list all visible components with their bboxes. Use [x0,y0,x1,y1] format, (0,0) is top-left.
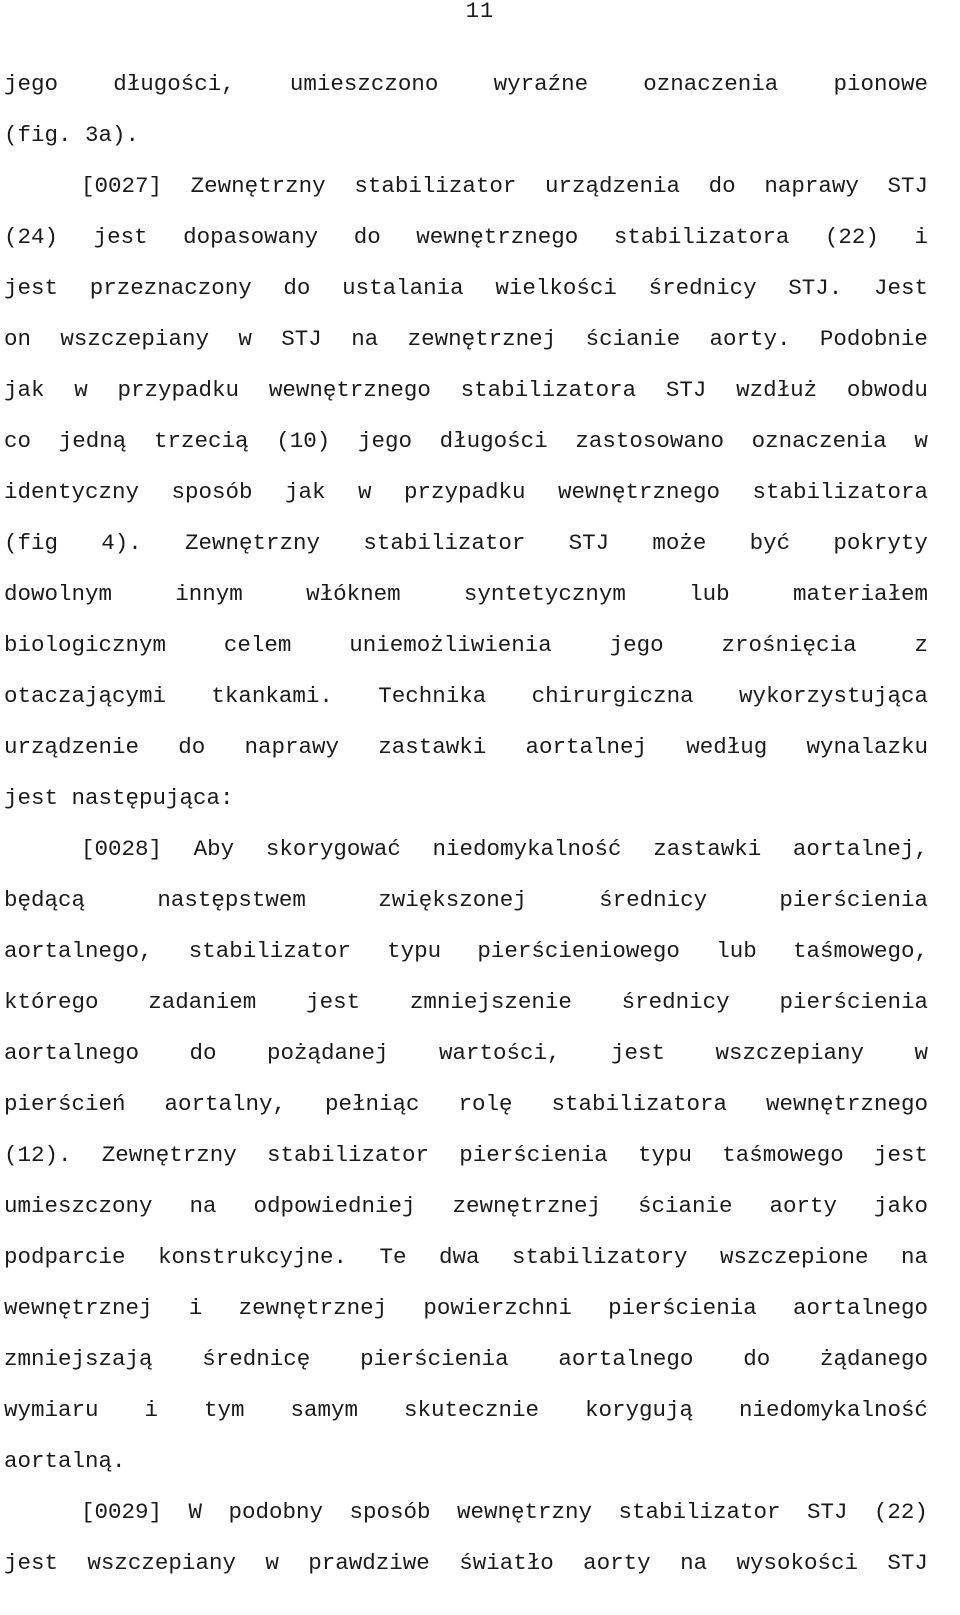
word: taśmowego [722,1142,844,1168]
word: wewnętrznego [765,1091,928,1117]
line-text: (fig. 3a). [4,122,140,148]
word: aortalnego [792,1295,928,1321]
word: Podobnie [819,326,928,352]
word: ścianie [637,1193,733,1219]
word: wewnętrznego [557,479,720,505]
word: wykorzystująca [738,683,928,709]
word: chirurgiczna [531,683,694,709]
word: tkankami. [211,683,333,709]
word: w [914,428,928,454]
word: może [652,530,707,556]
text-line [4,467,928,518]
word: pierścień [4,1091,126,1117]
word: [0029] [81,1499,163,1525]
word: co [4,428,32,454]
word: sposób [349,1499,431,1525]
word: ścianie [585,326,681,352]
word: żądanego [819,1346,928,1372]
word: następstwem [157,887,306,913]
word: lub [689,581,730,607]
word: wysokości [736,1550,859,1576]
word: biologicznym [4,632,167,658]
word: do [178,734,206,760]
word: w [238,326,252,352]
word: pierścienia [360,1346,509,1372]
word: STJ [281,326,322,352]
word: taśmowego, [792,938,928,964]
word: przeznaczony [89,275,252,301]
word: korygują [584,1397,693,1423]
word: i [188,1295,203,1321]
word: (22) [824,224,879,250]
word: stabilizator [266,1142,430,1168]
word: Zewnętrzny [101,1142,237,1168]
word: Jest [873,275,928,301]
word: stabilizatora [551,1091,727,1117]
word: na [351,326,379,352]
word: skutecznie [403,1397,539,1423]
word: oznaczenia [643,71,779,97]
text-line [4,1283,928,1334]
word: jak [4,377,45,403]
word: zewnętrznej [452,1193,602,1219]
word: wzdłuż [736,377,818,403]
word: aortalnego [558,1346,694,1372]
word: średnicy [621,989,730,1015]
word: stabilizatora [752,479,928,505]
word: STJ [887,173,928,199]
word: jego [609,632,664,658]
word: do [353,224,381,250]
word: prawdziwe [308,1550,430,1576]
word: pierścienia [779,887,928,913]
text-line [4,1487,928,1538]
text-line [4,875,928,926]
text-line [4,416,928,467]
text-line [4,1538,928,1589]
word: jako [873,1193,928,1219]
word: wszczepiany [60,326,209,352]
word: (24) [4,224,59,250]
text-line [4,110,928,161]
word: (fig [4,530,59,556]
word: aortalny, [164,1091,287,1117]
word: samym [290,1397,358,1423]
text-line [4,773,928,824]
text-line [4,1436,928,1487]
word: zewnętrznej [407,326,557,352]
word: STJ [568,530,610,556]
word: syntetycznym [463,581,626,607]
word: naprawy [764,173,859,199]
word: stabilizator [354,173,517,199]
word: sposób [171,479,253,505]
word: aortalnego [4,1040,140,1066]
word: przypadku [403,479,526,505]
word: ustalania [342,275,464,301]
text-line [4,1385,928,1436]
word: typu [387,938,442,964]
word: jest [93,224,148,250]
word: identyczny [4,479,140,505]
word: Te [379,1244,407,1270]
word: niedomykalność [432,836,622,862]
word: jedną [58,428,127,454]
word: pionowe [833,71,928,97]
word: w [265,1550,279,1576]
text-line [4,365,928,416]
text-line [4,824,928,875]
word: wynalazku [806,734,928,760]
word: wszczepiany [715,1040,864,1066]
text-line [4,1028,928,1079]
word: zwiększonej [378,887,527,913]
word: do [708,173,736,199]
word: obwodu [846,377,928,403]
text-line [4,671,928,722]
word: na [900,1244,928,1270]
word: STJ. [788,275,843,301]
page-number: 11 [465,0,495,24]
word: dopasowany [183,224,319,250]
word: oznaczenia [751,428,887,454]
word: zastawki [378,734,487,760]
word: pierścienia [608,1295,757,1321]
text-line [4,1079,928,1130]
document-body [4,59,928,1589]
text-line [4,569,928,620]
word: umieszczony [4,1193,153,1219]
word: wartości, [438,1040,561,1066]
word: średnicy [599,887,708,913]
word: typu [637,1142,692,1168]
word: jego [357,428,412,454]
word: stabilizatora [460,377,637,403]
text-line [4,212,928,263]
word: którego [4,989,99,1015]
text-line [4,977,928,1028]
word: w [357,479,372,505]
word: aortalnej [525,734,647,760]
word: wewnętrznej [4,1295,153,1321]
word: wewnętrznego [268,377,431,403]
word: pokryty [833,530,928,556]
word: światło [459,1550,554,1576]
word: wyraźne [493,71,589,97]
word: stabilizator [188,938,351,964]
text-line [4,518,928,569]
text-line [4,722,928,773]
word: zadaniem [148,989,257,1015]
word: wewnętrzny [456,1499,592,1525]
word: jest [4,1550,59,1576]
word: materiałem [792,581,928,607]
word: (10) [276,428,331,454]
word: pierścienia [459,1142,608,1168]
word: długości [439,428,548,454]
word: skorygować [265,836,401,862]
text-line [4,263,928,314]
word: aorty [583,1550,651,1576]
word: tym [203,1397,245,1423]
word: stabilizator [363,530,526,556]
word: do [283,275,311,301]
word: Zewnętrzny [185,530,321,556]
word: jest [610,1040,665,1066]
word: trzecią [153,428,249,454]
text-line [4,1181,928,1232]
word: [0028] [81,836,163,862]
text-line [4,1130,928,1181]
word: do [189,1040,217,1066]
word: STJ [665,377,707,403]
word: będącą [4,887,86,913]
word: według [686,734,768,760]
word: podobny [228,1499,323,1525]
word: wielkości [495,275,617,301]
word: aorty [769,1193,837,1219]
word: pierścieniowego [477,938,680,964]
word: dwa [438,1244,480,1270]
word: odpowiedniej [253,1193,416,1219]
line-text: jest następująca: [4,785,234,811]
word: średnicy [648,275,757,301]
text-line [4,59,928,110]
word: umieszczono [289,71,439,97]
word: niedomykalność [738,1397,928,1423]
word: zastawki [653,836,762,862]
word: pierścienia [779,989,928,1015]
word: 4). [101,530,142,556]
word: zastosowano [575,428,724,454]
word: jak [284,479,326,505]
word: celem [223,632,292,658]
word: jego [4,71,59,97]
word: otaczającymi [4,683,167,709]
word: zmniejszenie [409,989,572,1015]
word: (22) [873,1499,928,1525]
word: [0027] [81,173,163,199]
word: lub [716,938,757,964]
word: dowolnym [4,581,113,607]
word: średnicę [202,1346,311,1372]
word: wszczepione [719,1244,869,1270]
word: STJ [806,1499,848,1525]
word: na [680,1550,708,1576]
text-line [4,314,928,365]
word: długości, [113,71,235,97]
word: stabilizator [618,1499,781,1525]
word: urządzenia [545,173,681,199]
word: jest [873,1142,928,1168]
word: wewnętrznego [416,224,579,250]
word: zmniejszają [4,1346,153,1372]
text-line [4,1334,928,1385]
line-text: aortalną. [4,1448,126,1474]
word: wszczepiany [87,1550,236,1576]
word: z [914,632,928,658]
word: powierzchni [423,1295,572,1321]
word: uniemożliwienia [349,632,552,658]
word: pożądanej [266,1040,389,1066]
word: w [74,377,88,403]
word: aorty. [709,326,791,352]
word: przypadku [117,377,240,403]
word: zrośnięcia [721,632,857,658]
text-line [4,161,928,212]
word: Zewnętrzny [190,173,326,199]
word: i [914,224,928,250]
word: innym [175,581,243,607]
word: stabilizatory [511,1244,688,1270]
word: urządzenie [4,734,140,760]
word: STJ [887,1550,928,1576]
word: i [144,1397,158,1423]
word: wymiaru [4,1397,99,1423]
word: Technika [378,683,487,709]
word: Aby [193,836,235,862]
word: w [914,1040,928,1066]
word: pełniąc [325,1091,420,1117]
text-line [4,926,928,977]
word: jest [4,275,59,301]
word: włóknem [306,581,401,607]
word: być [749,530,791,556]
word: zewnętrznej [238,1295,388,1321]
word: aortalnego, [4,938,153,964]
word: na [189,1193,217,1219]
word: konstrukcyjne. [158,1244,348,1270]
word: rolę [458,1091,513,1117]
word: (12). [4,1142,72,1168]
text-line [4,1232,928,1283]
word: stabilizatora [613,224,790,250]
word: aortalnej, [792,836,928,862]
word: jest [306,989,361,1015]
word: W [188,1499,202,1525]
word: podparcie [4,1244,126,1270]
word: on [4,326,32,352]
word: do [743,1346,771,1372]
word: naprawy [244,734,339,760]
text-line [4,620,928,671]
